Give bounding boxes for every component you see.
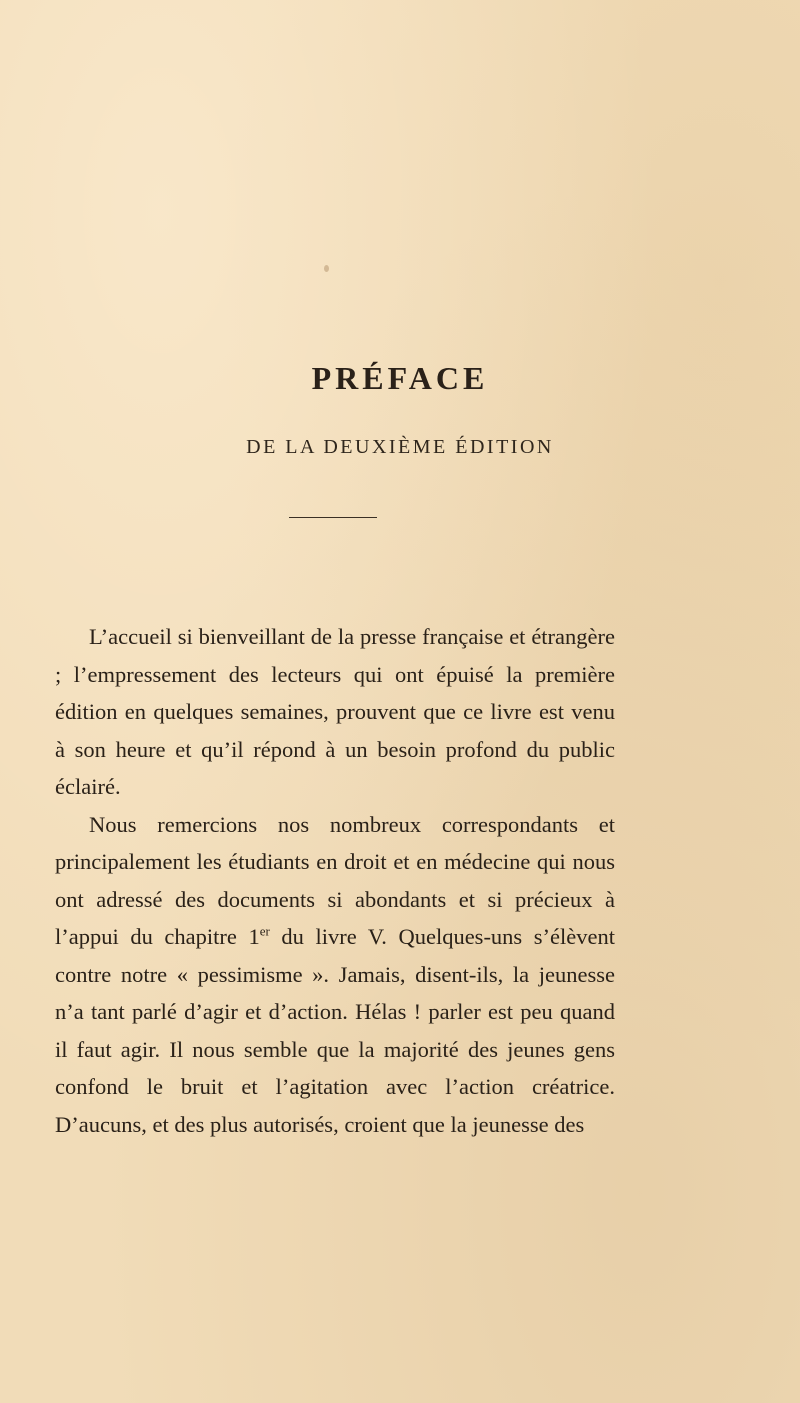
section-divider: [289, 517, 377, 518]
paragraph-text: du livre V. Quelques-uns s’élèvent contre notre « pessimisme ». Jamais, disent-ils, la jeunesse n’a tant parlé d’agir et d’action. Hélas ! parler est peu quand il faut agir. Il nous semble que la majorité des jeunes gens confond le bruit et l’agitation avec l’action créatrice. D’aucuns, et des plus autorisés, croient que la jeunesse des: [55, 924, 615, 1137]
page-title: PRÉFACE: [311, 360, 489, 396]
page-subtitle: DE LA DEUXIÈME ÉDITION: [246, 436, 554, 458]
paragraph-text: Nous remercions nos nombreux correspondants et principalement les étudiants en droit et en médecine qui nous ont adressé des documents si abondants et si précieux à l’appui du chapitre: [55, 811, 615, 949]
ordinal-number: 1: [248, 924, 260, 949]
ordinal-suffix: er: [259, 923, 270, 939]
paragraph: L’accueil si bienveillant de la presse française et étrangère ; l’empressement des lecteurs qui ont épuisé la première édition en quelques semaines, prouvent que ce livre est venu à son heure et qu’il répond à un besoin profond du public éclairé.: [55, 624, 615, 799]
body-text: [55, 618, 615, 1143]
paper-spot: [324, 265, 329, 272]
paragraph: [55, 806, 615, 1144]
